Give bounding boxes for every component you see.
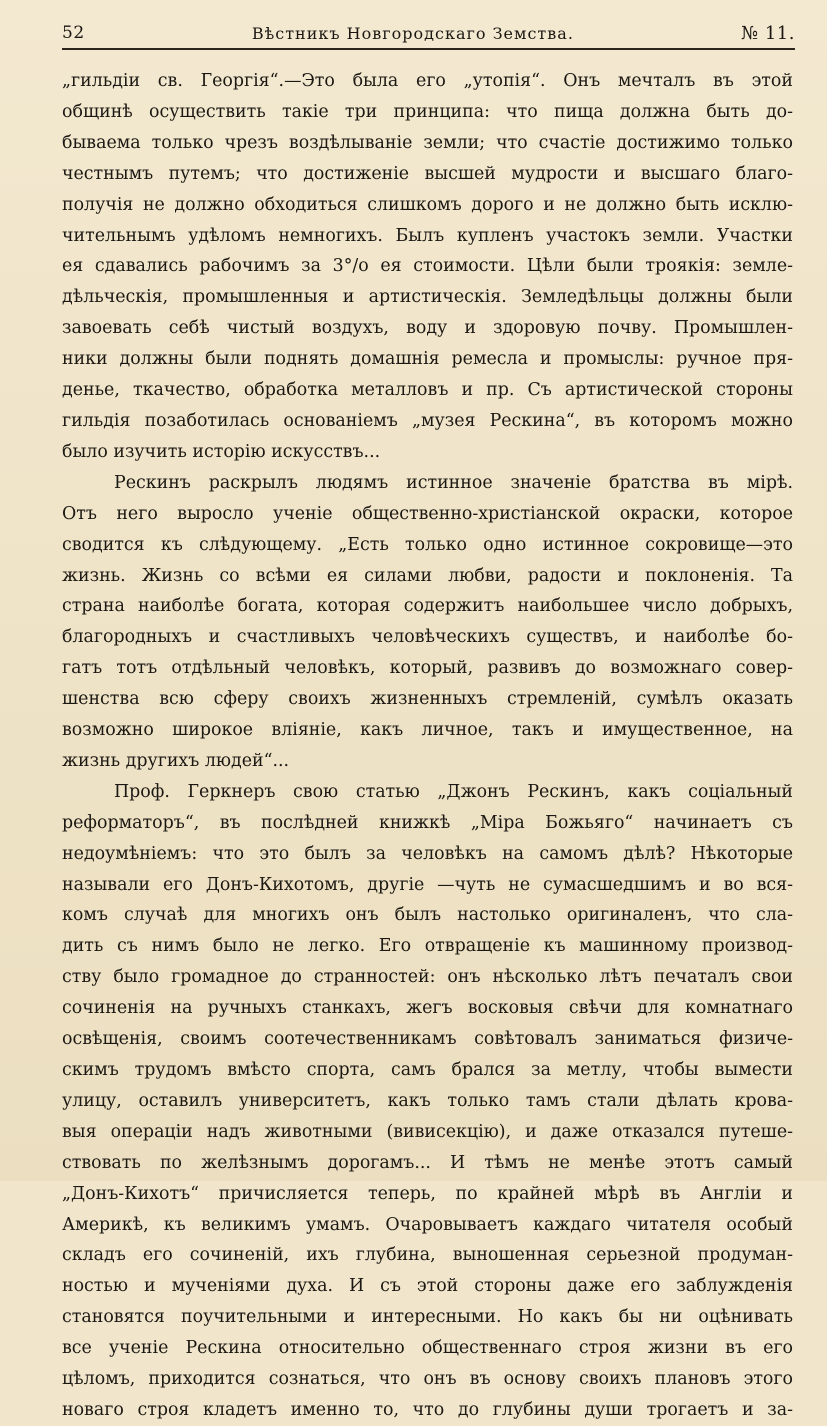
text-line: дить съ нимъ было не легко. Его отвращеніе къ машинному производ- <box>62 936 793 957</box>
page-number: 52 <box>62 23 85 43</box>
text-line: реформаторъ“, въ послѣдней книжкѣ „Міра Божьяго“ начинаетъ съ <box>62 812 793 833</box>
text-line: честнымъ путемъ; что достиженіе высшей мудрости и высшаго благо- <box>62 163 793 184</box>
text-line: чительнымъ удѣломъ немногихъ. Былъ купленъ участокъ земли. Участки <box>62 225 793 246</box>
text-line: Проф. Геркнеръ свою статью „Джонъ Рескинъ, какъ соціальный <box>114 781 793 802</box>
text-line: выя операціи надъ животными (вивисекцію), и даже отказался путеше- <box>62 1121 793 1142</box>
text-line: жизнь. Жизнь со всѣми ея силами любви, радости и поклоненія. Та <box>62 565 793 586</box>
text-line: Америкѣ, къ великимъ умамъ. Очаровываетъ каждаго читателя особый <box>62 1214 793 1235</box>
text-line: „гильдіи св. Георгія“.—Это была его „утопія“. Онъ мечталъ въ этой <box>62 71 793 91</box>
text-line: гатъ тотъ отдѣльный человѣкъ, который, развивъ до возможнаго совер- <box>62 658 793 679</box>
text-line: „Донъ-Кихотъ“ причисляется теперь, по крайней мѣрѣ въ Англіи и <box>62 1183 793 1204</box>
text-line: сводится къ слѣдующему. „Есть только одно истинное сокровище—это <box>62 534 793 555</box>
text-line: жизнь другихъ людей“... <box>62 750 290 771</box>
text-line: было изучить исторію искусствъ... <box>62 441 381 462</box>
journal-title: Вѣстникъ Новгородскаго Земства. <box>251 23 574 43</box>
text-line: ники должны были поднять домашнія ремесла и промыслы: ручное пря- <box>62 349 793 370</box>
article-body <box>62 66 793 1426</box>
text-line: цѣломъ, приходится сознаться, что онъ въ основу своихъ плановъ этого <box>62 1369 793 1390</box>
text-line: называли его Донъ-Кихотомъ, другіе —чуть не сумасшедшимъ и во вся- <box>62 874 793 895</box>
text-line: Рескинъ раскрылъ людямъ истинное значеніе братства въ мірѣ. <box>114 472 793 493</box>
text-line: гильдія позаботилась основаніемъ „музея Рескина“, въ которомъ можно <box>62 410 793 431</box>
text-line: комъ случаѣ для многихъ онъ былъ настолько оригиналенъ, что сла- <box>62 905 793 926</box>
running-header <box>62 18 795 50</box>
text-line: ству было громадное до странностей: онъ нѣсколько лѣтъ печаталъ свои <box>62 967 793 988</box>
text-line: сочиненія на ручныхъ станкахъ, жегъ восковыя свѣчи для комнатнаго <box>62 998 793 1019</box>
text-line: становятся поучительными и интересными. Но какъ бы ни оцѣнивать <box>62 1307 793 1328</box>
text-line: складъ его сочиненій, ихъ глубина, выношенная серьезной продуман- <box>62 1245 793 1266</box>
text-line: дѣльческія, промышленныя и артистическія. Земледѣльцы должны были <box>62 287 793 308</box>
text-line: возможно широкое вліяніе, какъ личное, такъ и имущественное, на <box>62 720 793 741</box>
text-line: бываема только чрезъ воздѣлываніе земли; что счастіе достижимо только <box>62 132 793 153</box>
text-line: улицу, оставилъ университетъ, какъ только тамъ стали дѣлать крова- <box>62 1090 793 1111</box>
text-line: завоевать себѣ чистый воздухъ, воду и здоровую почву. Промышлен- <box>62 318 793 339</box>
text-line: страна наиболѣе богата, которая содержитъ наибольшее число добрыхъ, <box>62 596 793 617</box>
text-line: освѣщенія, своимъ соотечественникамъ совѣтовалъ заниматься физиче- <box>62 1029 793 1050</box>
text-line: Отъ него выросло ученіе общественно-христіанской окраски, которое <box>62 503 793 524</box>
text-line: недоумѣніемъ: что это былъ за человѣкъ на самомъ дѣлѣ? Нѣкоторые <box>62 843 793 864</box>
text-line: скимъ трудомъ вмѣсто спорта, самъ брался за метлу, чтобы вымести <box>62 1060 793 1080</box>
text-line: новаго строя кладетъ именно то, что до глубины души трогаетъ и за- <box>62 1399 793 1420</box>
text-line: шенства всю сферу своихъ жизненныхъ стремленій, сумѣлъ оказать <box>62 689 793 710</box>
text-line: денье, ткачество, обработка металловъ и пр. Съ артистической стороны <box>62 380 793 401</box>
text-line: получія не должно обходиться слишкомъ дорого и не должно быть исклю- <box>62 194 793 215</box>
text-line: ея сдавались рабочимъ за 3°/о ея стоимости. Цѣли были троякія: земле- <box>62 256 793 277</box>
text-line: общинѣ осуществить такіе три принципа: что пища должна быть до- <box>62 101 793 122</box>
text-line: все ученіе Рескина относительно общественнаго строя жизни въ его <box>62 1338 793 1359</box>
text-line: благородныхъ и счастливыхъ человѣческихъ существъ, и наиболѣе бо- <box>62 627 793 648</box>
text-line: ностью и мученіями духа. И съ этой стороны даже его заблужденія <box>62 1276 793 1297</box>
issue-number: № 11. <box>741 22 795 44</box>
text-line: ствовать по желѣзнымъ дорогамъ... И тѣмъ не менѣе этотъ самый <box>62 1152 793 1173</box>
